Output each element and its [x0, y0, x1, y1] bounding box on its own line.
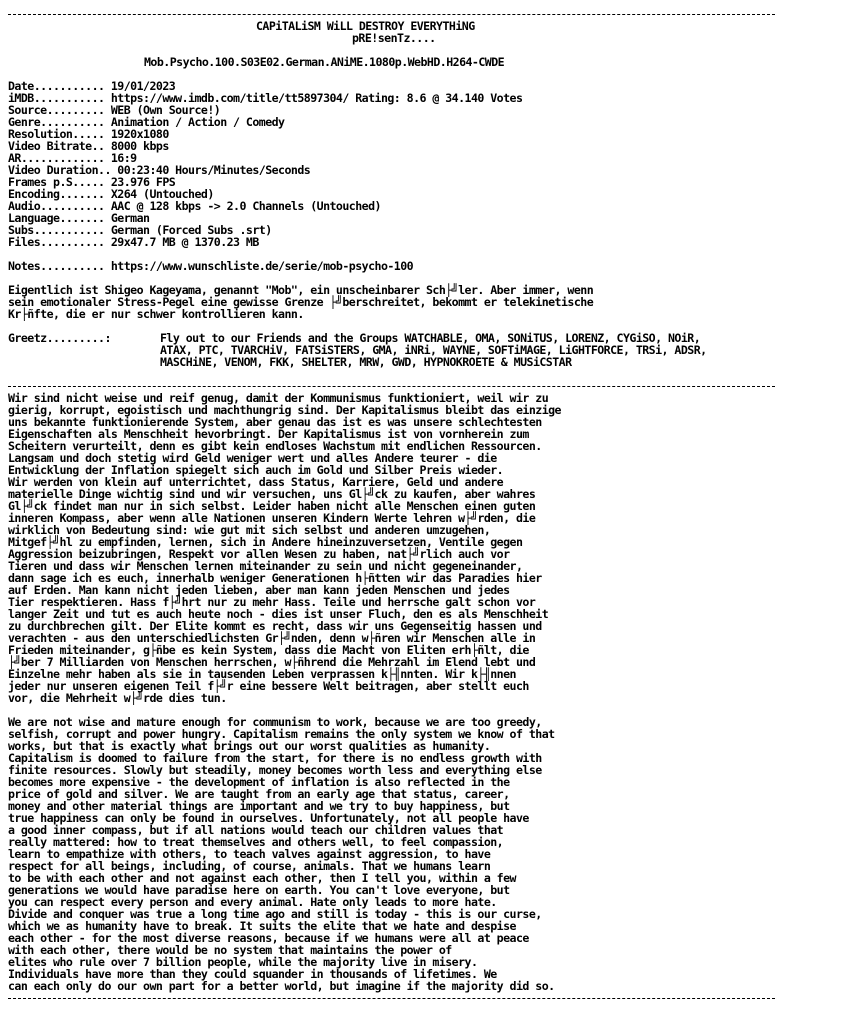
english-line: generations we would have paradise here on earth. You can't love everyone, but	[8, 883, 510, 897]
english-line: becomes more expensive - the development of inflation is also reflected in the	[8, 775, 510, 789]
info-block	[8, 80, 840, 248]
middle-divider	[8, 380, 840, 392]
nfo-document	[8, 8, 840, 1004]
german-line: Mitgef├╝hl zu empfinden, lernen, sich in Andere hineinzuversetzen, Ventile gegen	[8, 535, 523, 549]
header-title: CAPiTALiSM WiLL DESTROY EVERYTHiNG	[256, 19, 475, 33]
synopsis-block	[8, 284, 840, 320]
info-audio: Audio.......... AAC @ 128 kbps -> 2.0 Channels (Untouched)	[8, 199, 381, 213]
german-line: Wir werden von klein auf unterrichtet, dass Status, Karriere, Geld und andere	[8, 475, 504, 489]
english-line: really mattered: how to treat themselves and others well, to feel compassion,	[8, 835, 504, 849]
german-line: jeder nur unseren eigenen Teil f├╝r eine bessere Welt beitragen, aber stellt euch	[8, 679, 529, 693]
info-subs: Subs........... German (Forced Subs .srt)	[8, 223, 272, 237]
english-line: Divide and conquer was true a long time ago and still is today - this is our curse,	[8, 907, 542, 921]
german-line: Tier respektieren. Hass f├╝hrt nur zu mehr Hass. Teile und herrsche galt schon vor	[8, 595, 536, 609]
synopsis-line: Eigentlich ist Shigeo Kageyama, genannt "Mob", ein unscheinbarer Sch├╝ler. Aber immer, wenn	[8, 283, 594, 297]
greetz-line: Fly out to our Friends and the Groups WATCHABLE, OMA, SONiTUS, LORENZ, CYGiSO, NOiR,	[160, 331, 701, 345]
english-line: finite resources. Slowly but steadily, money becomes worth less and everything else	[8, 763, 542, 777]
english-line: true happiness can only be found in ourselves. Unfortunately, not all people have	[8, 811, 529, 825]
greetz-line: MASCHiNE, VENOM, FKK, SHELTER, MRW, GWD, HYPNOKROETE & MUSiCSTAR	[160, 355, 572, 369]
info-genre: Genre.......... Animation / Action / Comedy	[8, 115, 285, 129]
english-line: money and other material things are important and we try to buy happiness, but	[8, 799, 510, 813]
header-presents: pRE!senTz....	[352, 31, 436, 45]
english-line: selfish, corrupt and power hungry. Capitalism remains the only system we know of that	[8, 727, 555, 741]
notes-line: Notes.......... https://www.wunschliste.de/serie/mob-psycho-100	[8, 259, 414, 273]
german-line: Tieren und dass wir Menschen lernen miteinander zu sein und nicht gegeneinander,	[8, 559, 523, 573]
english-text-block	[8, 716, 840, 992]
german-line: wirklich von Bedeutung sind: wie gut mit sich selbst und anderen umzugehen,	[8, 523, 491, 537]
english-line: can each only do our own part for a better world, but imagine if the majority did so.	[8, 979, 555, 993]
german-line: Wir sind nicht weise und reif genug, damit der Kommunismus funktioniert, weil wir zu	[8, 391, 549, 405]
greetz-line: ATAX, PTC, TVARCHiV, FATSiSTERS, GMA, iNRi, WAYNE, SOFTiMAGE, LiGHTFORCE, TRSi, ADSR,	[160, 343, 707, 357]
german-line: Scheitern verurteilt, denn es gibt kein endloses Wachstum mit endlichen Ressourcen.	[8, 439, 542, 453]
german-line: Aggression beizubringen, Respekt vor allen Wesen zu haben, nat├╝rlich auch vor	[8, 547, 510, 561]
german-line: langer Zeit und tut es auch heute noch - dies ist unser Fluch, den es als Menschheit	[8, 607, 549, 621]
german-line: Gl├╝ck findet man nur in sich selbst. Leider haben nicht alle Menschen einen guten	[8, 499, 536, 513]
english-line: each other - for the most diverse reasons, because if we humans were all at peace	[8, 931, 529, 945]
info-aspect-ratio: AR............. 16:9	[8, 151, 137, 165]
release-name: Mob.Psycho.100.S03E02.German.ANiME.1080p.WebHD.H264-CWDE	[144, 55, 505, 69]
greetz-block	[8, 332, 840, 368]
info-files: Files.......... 29x47.7 MB @ 1370.23 MB	[8, 235, 259, 249]
english-line: with each other, there would be no system that maintains the power of	[8, 943, 452, 957]
german-line: Eigenschaften als Menschheit hevorbringt. Der Kapitalismus ist von vornherein zum	[8, 427, 529, 441]
german-line: Langsam und doch stetig wird Geld weniger wert und alles Andere teurer - die	[8, 451, 497, 465]
english-line: a good inner compass, but if all nations would teach our children values that	[8, 823, 504, 837]
info-encoding: Encoding....... X264 (Untouched)	[8, 187, 214, 201]
english-line: Individuals have more than they could squander in thousands of lifetimes. We	[8, 967, 497, 981]
english-line: price of gold and silver. We are taught from an early age that status, career,	[8, 787, 510, 801]
english-line: We are not wise and mature enough for communism to work, because we are too greedy,	[8, 715, 542, 729]
english-line: which we as humanity have to break. It suits the elite that we hate and despise	[8, 919, 516, 933]
info-source: Source......... WEB (Own Source!)	[8, 103, 221, 117]
german-line: dann sage ich es euch, innerhalb weniger Generationen h├ñtten wir das Paradies hier	[8, 571, 542, 585]
german-line: auf Erden. Man kann nicht jeden lieben, aber man kann jeden Menschen und jedes	[8, 583, 510, 597]
info-frames: Frames p.S..... 23.976 FPS	[8, 175, 176, 189]
english-line: works, but that is exactly what brings out our worst qualities as humanity.	[8, 739, 491, 753]
info-resolution: Resolution..... 1920x1080	[8, 127, 169, 141]
info-video-duration: Video Duration.. 00:23:40 Hours/Minutes/Seconds	[8, 163, 311, 177]
german-line: gierig, korrupt, egoistisch und machthungrig sind. Der Kapitalismus bleibt das einzige	[8, 403, 561, 417]
german-line: materielle Dinge wichtig sind und wir versuchen, uns Gl├╝ck zu kaufen, aber wahres	[8, 487, 536, 501]
info-video-bitrate: Video Bitrate.. 8000 kbps	[8, 139, 169, 153]
synopsis-line: sein emotionaler Stress-Pegel eine gewisse Grenze ├╝berschreitet, bekommt er telekinetische	[8, 295, 594, 309]
greetz-label: Greetz.........:	[8, 331, 111, 345]
english-line: respect for all beings, including, of course, animals. That we humans learn	[8, 859, 491, 873]
english-line: Capitalism is doomed to failure from the start, for there is no endless growth with	[8, 751, 542, 765]
german-line: ├╝ber 7 Milliarden von Menschen herrschen, w├ñhrend die Mehrzahl im Elend lebt und	[8, 655, 536, 669]
bottom-divider	[8, 992, 840, 1004]
german-line: Entwicklung der Inflation spiegelt sich auch im Gold und Silber Preis wieder.	[8, 463, 504, 477]
english-line: learn to empathize with others, to teach valves against aggression, to have	[8, 847, 491, 861]
synopsis-line: Kr├ñfte, die er nur schwer kontrollieren kann.	[8, 307, 304, 321]
german-line: zu durchbrechen gilt. Der Elite kommt es recht, dass wir uns Gegenseitig hassen und	[8, 619, 542, 633]
info-date: Date........... 19/01/2023	[8, 79, 176, 93]
german-line: uns bekannte funktionierende System, aber genau das ist es was unsere schlechtesten	[8, 415, 542, 429]
info-imdb: iMDB........... https://www.imdb.com/title/tt5897304/ Rating: 8.6 @ 34.140 Votes	[8, 91, 523, 105]
info-language: Language....... German	[8, 211, 150, 225]
top-divider	[8, 8, 840, 20]
english-line: to be with each other and not against each other, then I tell you, within a few	[8, 871, 516, 885]
english-line: you can respect every person and every animal. Hate only leads to more hate.	[8, 895, 497, 909]
spacer	[8, 368, 840, 380]
german-line: Einzelne mehr haben als sie in tausenden Leben verprassen k├╢nnten. Wir k├╢nnen	[8, 667, 516, 681]
german-text-block	[8, 392, 840, 704]
german-line: Frieden miteinander, g├ñbe es kein System, dass die Macht von Eliten erh├ñlt, die	[8, 643, 529, 657]
german-line: verachten - aus den unterschiedlichsten Gr├╝nden, denn w├ñren wir Menschen alle in	[8, 631, 536, 645]
english-line: elites who rule over 7 billion people, while the majority live in misery.	[8, 955, 478, 969]
german-line: vor, die Mehrheit w├╝rde dies tun.	[8, 691, 227, 705]
german-line: inneren Kompass, aber wenn alle Nationen unseren Kindern Werte lehren w├╝rden, die	[8, 511, 536, 525]
